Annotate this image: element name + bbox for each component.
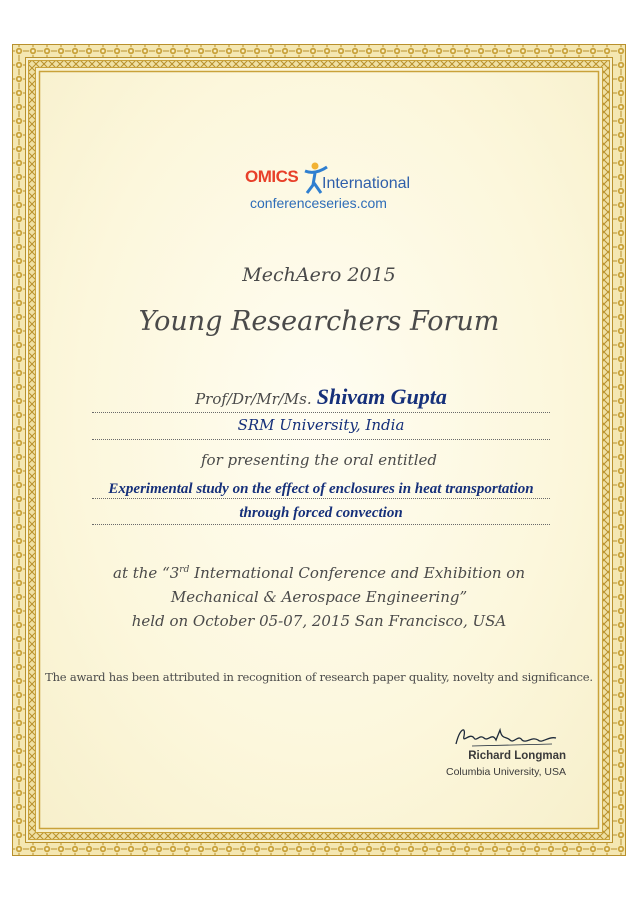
signature-image (452, 722, 562, 752)
presenting-text: for presenting the oral entitled (201, 451, 437, 469)
omics-logo (245, 161, 411, 221)
conference-line-3: held on October 05-07, 2015 San Francisco, USA (131, 612, 507, 630)
signer-name: Richard Longman (468, 750, 566, 762)
salutation-prefix: Prof/Dr/Mr/Ms. (195, 390, 312, 408)
recipient-line (92, 384, 550, 413)
signer-affiliation: Columbia University, USA (445, 766, 566, 778)
conference-line-1-prefix: at the “3 (113, 564, 180, 582)
award-statement: The award has been attributed in recognition of research paper quality, novelty and significance. (45, 670, 593, 684)
conference-line-2: Mechanical & Aerospace Engineering” (170, 588, 468, 606)
award-title: Young Researchers Forum (138, 306, 500, 337)
affiliation-line (92, 416, 550, 440)
conference-details (12, 558, 626, 633)
conference-ordinal-sup: rd (179, 565, 190, 575)
recipient-affiliation: SRM University, India (237, 416, 405, 434)
logo-omics-text: OMICS (245, 167, 299, 186)
presentation-title-2: through forced convection (239, 505, 403, 521)
presentation-title-line-2 (92, 502, 550, 525)
conference-line-1-suffix: International Conference and Exhibition on (189, 564, 525, 582)
logo-international-text: International (322, 175, 411, 192)
presentation-title-line-1 (92, 478, 550, 499)
logo-site-text: conferenceseries.com (250, 195, 387, 211)
certificate-page (12, 44, 626, 856)
presentation-title-1: Experimental study on the effect of enclosures in heat transportation (108, 481, 534, 497)
conference-line-1 (12, 558, 626, 585)
recipient-name: Shivam Gupta (316, 384, 447, 409)
event-name: MechAero 2015 (242, 264, 396, 286)
